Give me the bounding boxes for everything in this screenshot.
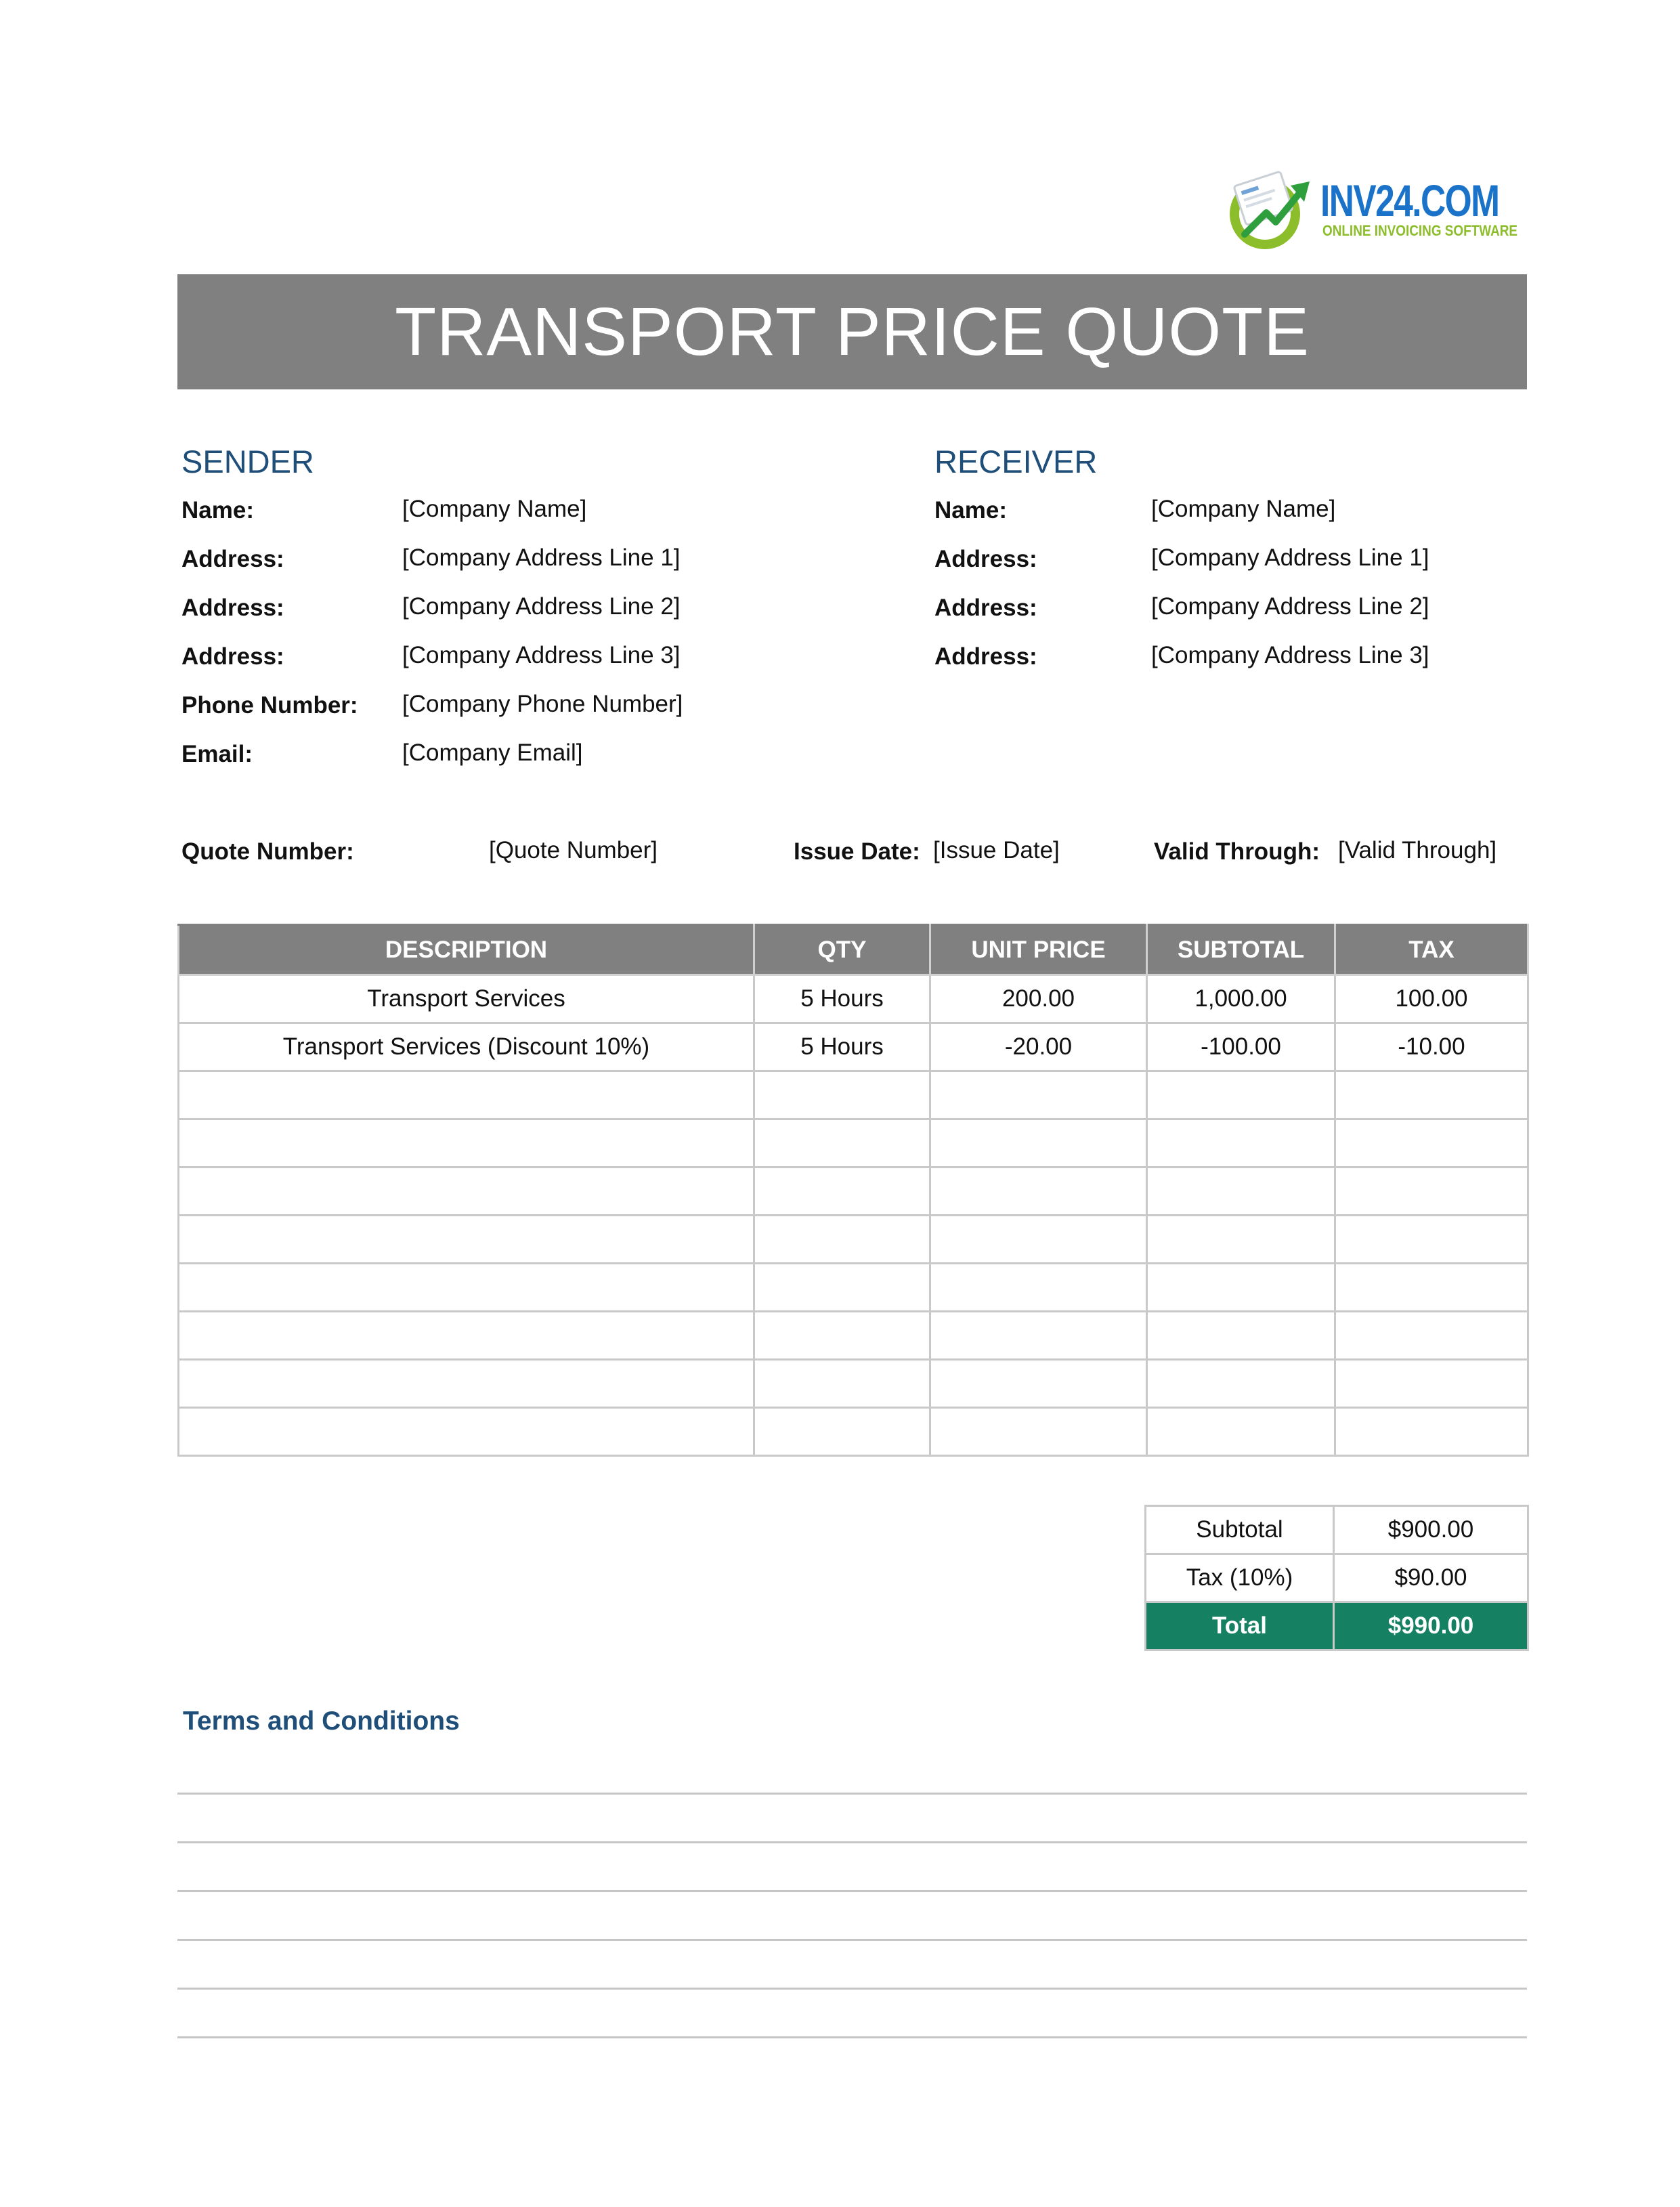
sender-address2-label: Address:	[181, 595, 284, 621]
cell-unit-price	[930, 1408, 1147, 1456]
table-row	[179, 1023, 1528, 1071]
terms-line	[177, 1793, 1527, 1795]
table-row	[179, 1216, 1528, 1264]
cell-qty	[754, 1408, 930, 1456]
quote-number-value: [Quote Number]	[489, 837, 658, 863]
cell-unit-price	[930, 1312, 1147, 1360]
cell-unit-price	[930, 1119, 1147, 1167]
receiver-address1-label: Address:	[934, 546, 1037, 572]
subtotal-label: Subtotal	[1146, 1506, 1334, 1554]
table-row	[179, 1312, 1528, 1360]
cell-tax	[1335, 1360, 1528, 1408]
logo-tagline: ONLINE INVOICING SOFTWARE	[1322, 222, 1518, 239]
cell-tax: -10.00	[1335, 1023, 1528, 1071]
receiver-address2-label: Address:	[934, 595, 1037, 621]
table-row	[179, 1408, 1528, 1456]
receiver-address1-value: [Company Address Line 1]	[1151, 544, 1429, 571]
terms-line	[177, 1988, 1527, 1990]
cell-unit-price	[930, 1167, 1147, 1216]
inv24-logo	[1224, 165, 1518, 253]
total-row	[1146, 1602, 1528, 1650]
cell-description	[179, 1264, 754, 1312]
receiver-name-label: Name:	[934, 497, 1007, 523]
terms-line	[177, 1890, 1527, 1892]
cell-tax: 100.00	[1335, 975, 1528, 1023]
items-table	[177, 924, 1529, 1457]
issue-date-value: [Issue Date]	[933, 837, 1060, 863]
total-value: $990.00	[1334, 1602, 1528, 1650]
header-subtotal: SUBTOTAL	[1147, 925, 1335, 975]
valid-through-label: Valid Through:	[1154, 838, 1320, 865]
cell-unit-price: 200.00	[930, 975, 1147, 1023]
sender-phone-value: [Company Phone Number]	[402, 691, 683, 717]
valid-through-value: [Valid Through]	[1338, 837, 1497, 863]
receiver-heading: RECEIVER	[934, 444, 1098, 479]
cell-subtotal	[1147, 1216, 1335, 1264]
cell-tax	[1335, 1119, 1528, 1167]
totals-table	[1144, 1505, 1529, 1651]
terms-line	[177, 1841, 1527, 1843]
cell-description: Transport Services (Discount 10%)	[179, 1023, 754, 1071]
cell-qty	[754, 1167, 930, 1216]
logo-name: INV24.COM	[1320, 175, 1499, 226]
cell-qty	[754, 1071, 930, 1119]
cell-qty	[754, 1264, 930, 1312]
cell-subtotal: 1,000.00	[1147, 975, 1335, 1023]
receiver-address2-value: [Company Address Line 2]	[1151, 593, 1429, 620]
header-description: DESCRIPTION	[179, 925, 754, 975]
table-row	[179, 1119, 1528, 1167]
terms-heading: Terms and Conditions	[183, 1707, 460, 1736]
cell-subtotal	[1147, 1119, 1335, 1167]
cell-tax	[1335, 1216, 1528, 1264]
table-row	[179, 1167, 1528, 1216]
cell-description	[179, 1360, 754, 1408]
title-bar	[177, 274, 1527, 389]
table-row	[179, 1071, 1528, 1119]
document-title: TRANSPORT PRICE QUOTE	[395, 293, 1310, 370]
sender-phone-label: Phone Number:	[181, 692, 358, 719]
cell-description	[179, 1071, 754, 1119]
cell-tax	[1335, 1408, 1528, 1456]
terms-line	[177, 2036, 1527, 2038]
quote-number-label: Quote Number:	[181, 838, 354, 865]
cell-tax	[1335, 1264, 1528, 1312]
cell-unit-price: -20.00	[930, 1023, 1147, 1071]
sender-name-label: Name:	[181, 497, 254, 523]
cell-subtotal	[1147, 1312, 1335, 1360]
receiver-address3-label: Address:	[934, 643, 1037, 670]
tax-value: $90.00	[1334, 1554, 1528, 1602]
table-row	[179, 1360, 1528, 1408]
cell-qty	[754, 1119, 930, 1167]
cell-tax	[1335, 1167, 1528, 1216]
cell-qty	[754, 1216, 930, 1264]
cell-subtotal	[1147, 1408, 1335, 1456]
cell-qty	[754, 1312, 930, 1360]
table-row	[179, 975, 1528, 1023]
cell-unit-price	[930, 1360, 1147, 1408]
cell-qty	[754, 1360, 930, 1408]
cell-qty: 5 Hours	[754, 975, 930, 1023]
cell-description	[179, 1312, 754, 1360]
receiver-name-value: [Company Name]	[1151, 496, 1336, 522]
sender-address1-value: [Company Address Line 1]	[402, 544, 681, 571]
cell-description	[179, 1119, 754, 1167]
header-tax: TAX	[1335, 925, 1528, 975]
table-row	[179, 1264, 1528, 1312]
cell-description	[179, 1408, 754, 1456]
subtotal-value: $900.00	[1334, 1506, 1528, 1554]
sender-email-label: Email:	[181, 741, 253, 767]
items-header-row	[179, 925, 1528, 975]
sender-address3-value: [Company Address Line 3]	[402, 642, 681, 668]
sender-name-value: [Company Name]	[402, 496, 587, 522]
tax-label: Tax (10%)	[1146, 1554, 1334, 1602]
sender-address2-value: [Company Address Line 2]	[402, 593, 681, 620]
sender-address3-label: Address:	[181, 643, 284, 670]
cell-description	[179, 1167, 754, 1216]
cell-tax	[1335, 1071, 1528, 1119]
terms-line	[177, 1939, 1527, 1941]
tax-row	[1146, 1554, 1528, 1602]
cell-subtotal	[1147, 1071, 1335, 1119]
subtotal-row	[1146, 1506, 1528, 1554]
cell-unit-price	[930, 1264, 1147, 1312]
cell-description: Transport Services	[179, 975, 754, 1023]
cell-subtotal: -100.00	[1147, 1023, 1335, 1071]
cell-subtotal	[1147, 1167, 1335, 1216]
cell-subtotal	[1147, 1360, 1335, 1408]
cell-tax	[1335, 1312, 1528, 1360]
cell-description	[179, 1216, 754, 1264]
cell-unit-price	[930, 1216, 1147, 1264]
cell-unit-price	[930, 1071, 1147, 1119]
issue-date-label: Issue Date:	[794, 838, 920, 865]
sender-address1-label: Address:	[181, 546, 284, 572]
sender-heading: SENDER	[181, 444, 314, 479]
header-unit-price: UNIT PRICE	[930, 925, 1147, 975]
sender-email-value: [Company Email]	[402, 740, 583, 766]
receiver-address3-value: [Company Address Line 3]	[1151, 642, 1429, 668]
cell-qty: 5 Hours	[754, 1023, 930, 1071]
cell-subtotal	[1147, 1264, 1335, 1312]
header-qty: QTY	[754, 925, 930, 975]
total-label: Total	[1146, 1602, 1334, 1650]
document-growth-arrow-logo-icon	[1224, 165, 1319, 253]
